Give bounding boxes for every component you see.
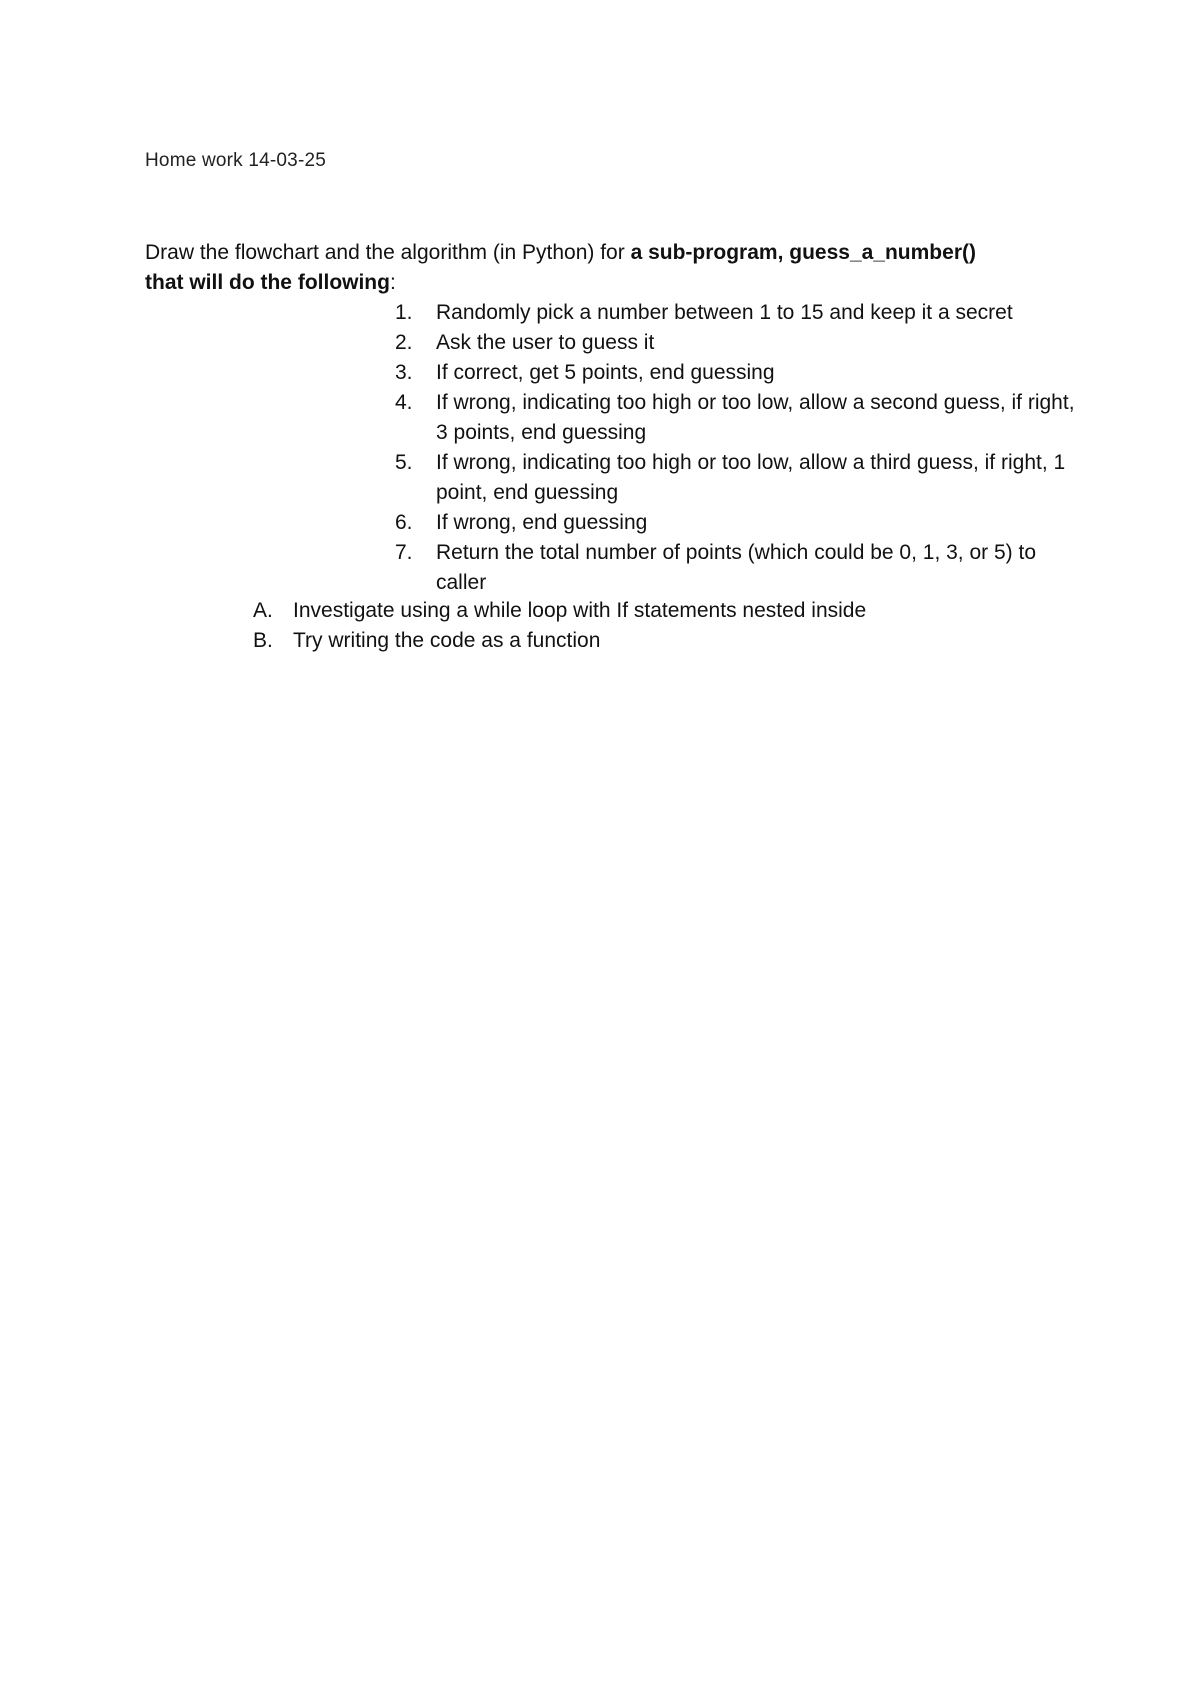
- task-instructions: [145, 238, 1085, 298]
- list-item: [395, 388, 1075, 448]
- list-number: 4.: [395, 391, 413, 414]
- list-item: [395, 298, 1075, 328]
- intro-text: Draw the flowchart and the algorithm (in Python) for: [145, 241, 631, 264]
- list-item: [253, 626, 1053, 656]
- list-letter: B.: [253, 629, 273, 652]
- list-item-text: Return the total number of points (which could be 0, 1, 3, or 5) to caller: [436, 541, 1036, 594]
- list-number: 3.: [395, 361, 413, 384]
- intro-bold-following: that will do the following: [145, 271, 390, 294]
- list-item: [253, 596, 1053, 626]
- list-item-text: Ask the user to guess it: [436, 331, 655, 354]
- list-item: [395, 358, 1075, 388]
- list-number: 6.: [395, 511, 413, 534]
- list-number: 2.: [395, 331, 413, 354]
- list-item-text: If correct, get 5 points, end guessing: [436, 361, 775, 384]
- list-number: 7.: [395, 541, 413, 564]
- list-item-text: If wrong, indicating too high or too low, allow a third guess, if right, 1 point, end guessing: [436, 451, 1066, 504]
- list-item: [395, 328, 1075, 358]
- list-item: [395, 508, 1075, 538]
- list-item: [395, 448, 1075, 508]
- requirements-list: [395, 298, 1075, 598]
- list-item: [395, 538, 1075, 598]
- list-item-text: If wrong, indicating too high or too low, allow a second guess, if right, 3 points, end guessing: [436, 391, 1075, 444]
- list-number: 5.: [395, 451, 413, 474]
- list-item-text: Try writing the code as a function: [293, 629, 601, 652]
- list-item-text: If wrong, end guessing: [436, 511, 648, 534]
- list-letter: A.: [253, 599, 273, 622]
- intro-bold-subprogram: a sub-program, guess_a_number(): [630, 241, 976, 264]
- intro-colon: :: [389, 271, 396, 294]
- list-number: 1.: [395, 301, 413, 324]
- document-heading: Home work 14-03-25: [145, 150, 327, 171]
- list-item-text: Investigate using a while loop with If statements nested inside: [293, 599, 867, 622]
- extension-tasks-list: [253, 596, 1053, 656]
- list-item-text: Randomly pick a number between 1 to 15 and keep it a secret: [436, 301, 1013, 324]
